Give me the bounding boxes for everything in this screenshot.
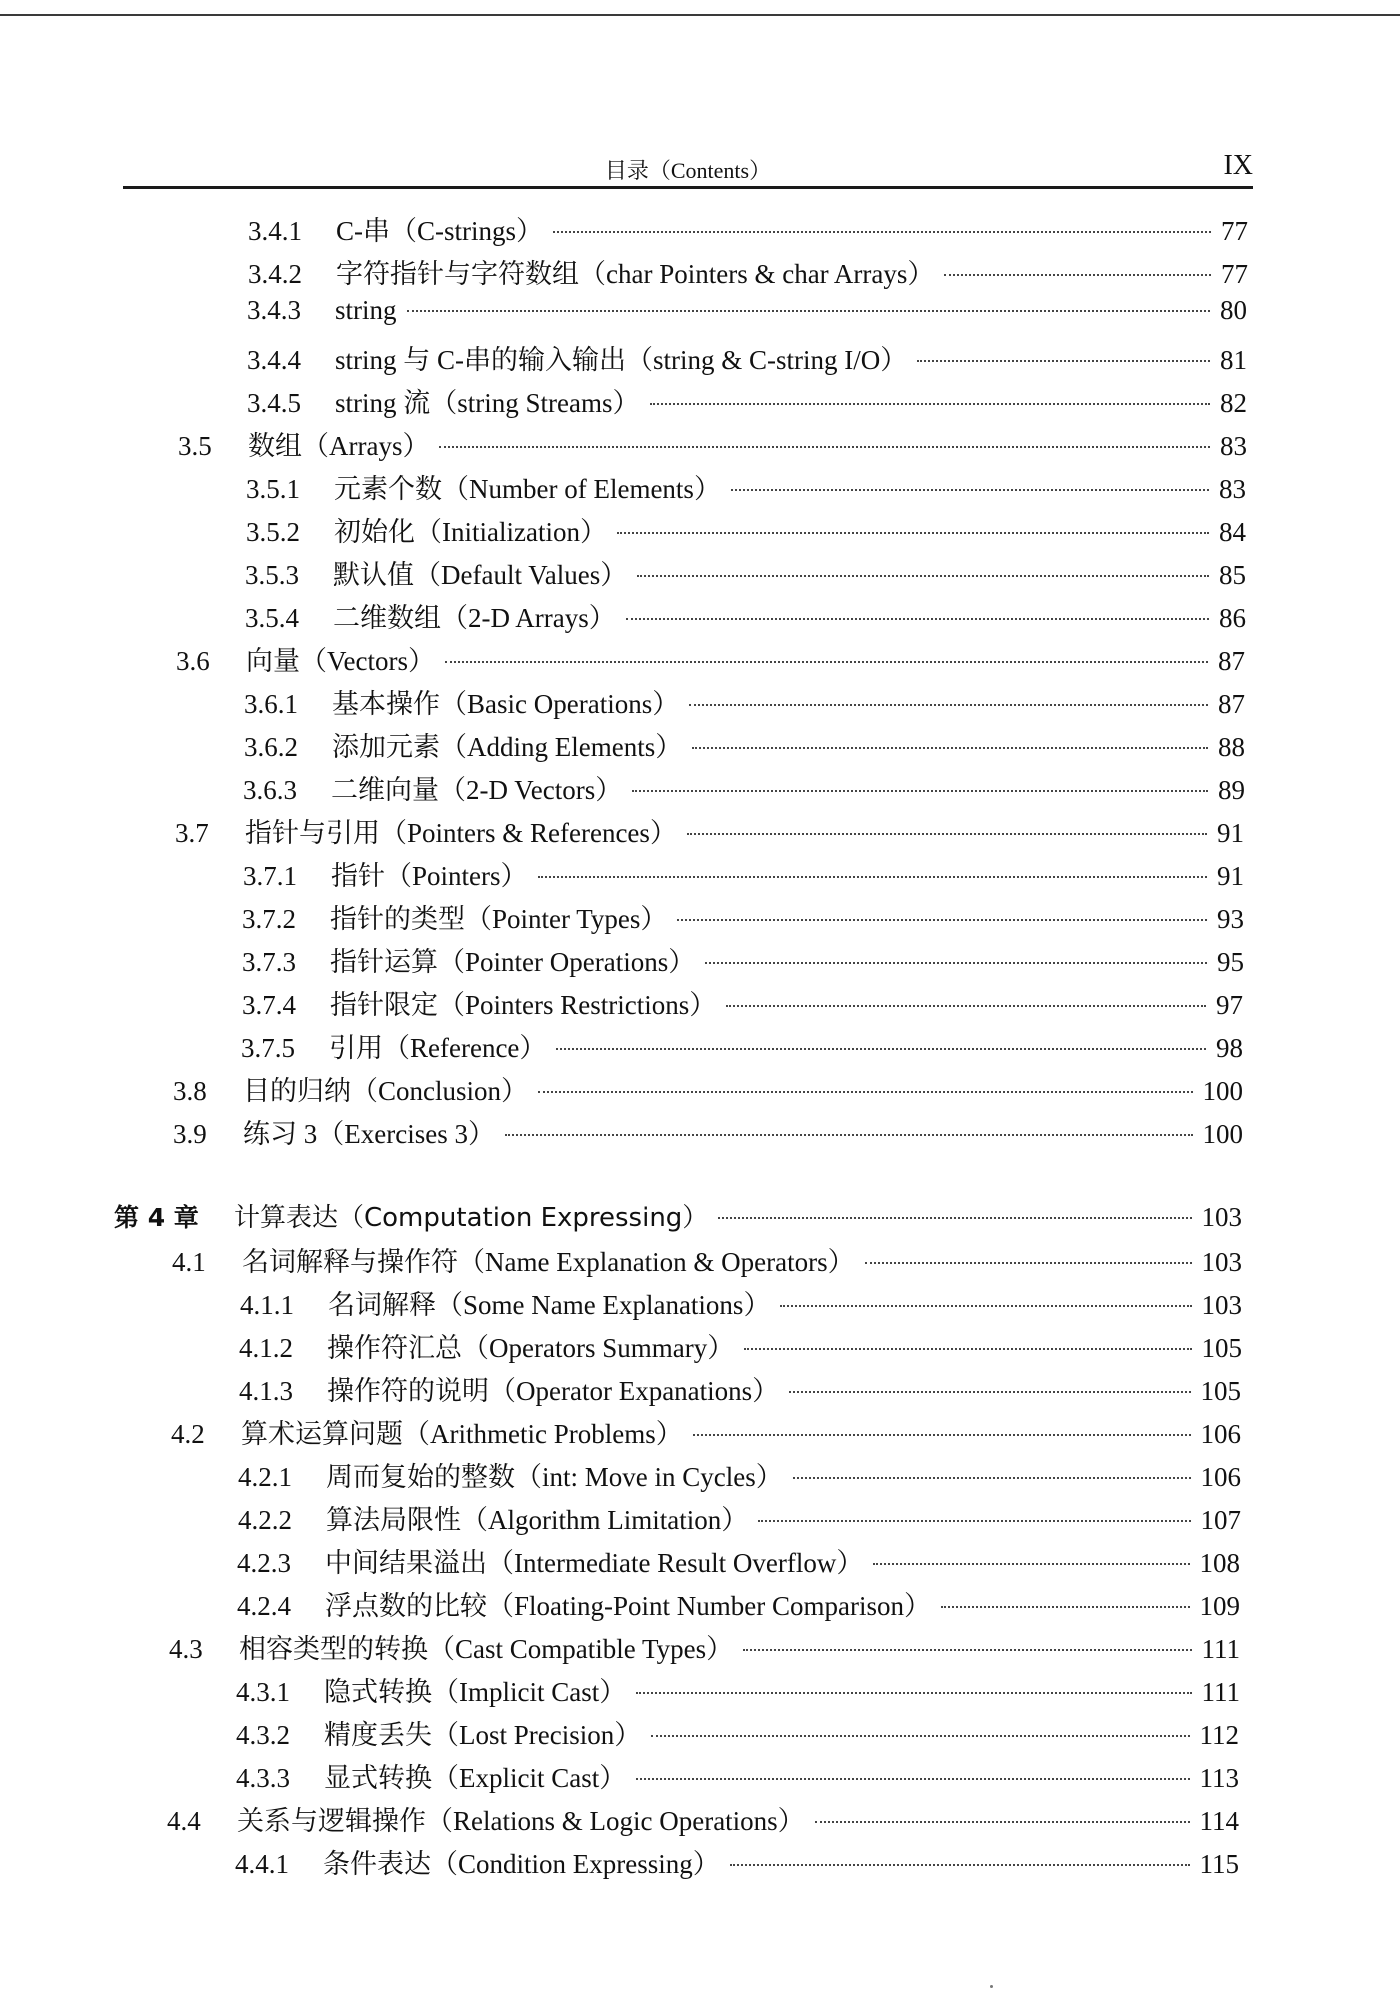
toc-entry-title: 算术运算问题（Arithmetic Problems） <box>241 1419 683 1449</box>
toc-entry-page: 77 <box>1221 259 1248 289</box>
toc-entry-number: 3.4.5 <box>247 388 301 418</box>
dot-leader <box>730 1864 1190 1866</box>
toc-subsection-entry <box>242 983 1243 1025</box>
toc-section-entry <box>172 1240 1242 1282</box>
toc-entry-page: 106 <box>1200 1419 1241 1449</box>
toc-entry-number: 3.4.4 <box>247 345 301 375</box>
toc-entry-page: 91 <box>1217 818 1244 848</box>
toc-chapter-entry <box>114 1197 1242 1239</box>
dot-leader <box>617 532 1209 534</box>
toc-entry-number: 3.4.2 <box>248 259 302 289</box>
toc-entry-number: 4.2 <box>171 1419 205 1449</box>
toc-entry-page: 88 <box>1218 732 1245 762</box>
toc-entry-number: 4.2.2 <box>238 1505 292 1535</box>
toc-entry-title: 指针（Pointers） <box>331 861 528 891</box>
dot-leader <box>636 1692 1191 1694</box>
toc-subsection-entry <box>239 1326 1242 1368</box>
dot-leader <box>636 1778 1189 1780</box>
toc-section-entry <box>173 1112 1243 1154</box>
dot-leader <box>793 1477 1191 1479</box>
toc-subsection-entry <box>237 1541 1240 1583</box>
toc-subsection-entry <box>244 725 1245 767</box>
toc-entry-title: 关系与逻辑操作（Relations & Logic Operations） <box>237 1806 805 1836</box>
toc-entry-number: 3.7.4 <box>242 990 296 1020</box>
dot-leader <box>505 1134 1193 1136</box>
toc-subsection-entry <box>247 338 1247 380</box>
toc-entry-page: 107 <box>1200 1505 1241 1535</box>
toc-entry-title: 精度丢失（Lost Precision） <box>324 1720 642 1750</box>
dot-leader <box>650 403 1211 405</box>
toc-entry-page: 103 <box>1201 1247 1242 1277</box>
toc-entry-page: 108 <box>1199 1548 1240 1578</box>
toc-entry-number: 3.5.3 <box>245 560 299 590</box>
toc-entry-page: 91 <box>1217 861 1244 891</box>
toc-subsection-entry <box>248 209 1248 251</box>
dot-leader <box>789 1391 1190 1393</box>
toc-entry-title: 指针限定（Pointers Restrictions） <box>330 990 717 1020</box>
toc-entry-page: 85 <box>1219 560 1246 590</box>
dot-leader <box>944 274 1211 276</box>
toc-subsection-entry <box>242 897 1244 939</box>
toc-entry-page: 83 <box>1220 431 1247 461</box>
toc-entry-page: 77 <box>1221 216 1248 246</box>
toc-subsection-entry <box>236 1670 1240 1712</box>
toc-entry-page: 111 <box>1201 1634 1240 1664</box>
toc-entry-title: 指针运算（Pointer Operations） <box>330 947 696 977</box>
toc-entry-number: 第 4 章 <box>114 1203 199 1232</box>
toc-entry-page: 112 <box>1199 1720 1239 1750</box>
header-title: 目录（Contents） <box>604 158 772 183</box>
toc-section-entry <box>176 639 1245 681</box>
toc-subsection-entry <box>248 252 1248 294</box>
toc-entry-page: 109 <box>1199 1591 1240 1621</box>
toc-entry-page: 114 <box>1199 1806 1239 1836</box>
toc-entry-page: 105 <box>1201 1333 1242 1363</box>
toc-subsection-entry <box>243 768 1245 810</box>
toc-entry-page: 93 <box>1217 904 1244 934</box>
toc-entry-title: 操作符的说明（Operator Expanations） <box>327 1376 780 1406</box>
toc-subsection-entry <box>240 1283 1242 1325</box>
toc-subsection-entry <box>235 1842 1239 1884</box>
toc-entry-number: 4.2.4 <box>237 1591 291 1621</box>
toc-section-entry <box>167 1799 1239 1841</box>
toc-entry-number: 3.8 <box>173 1076 207 1106</box>
dot-leader <box>651 1735 1189 1737</box>
toc-entry-page: 98 <box>1216 1033 1243 1063</box>
toc-subsection-entry <box>238 1498 1241 1540</box>
toc-entry-number: 3.4.3 <box>247 295 301 325</box>
toc-entry-number: 3.7.2 <box>242 904 296 934</box>
dot-leader <box>744 1348 1191 1350</box>
toc-entry-page: 100 <box>1202 1119 1243 1149</box>
dot-leader <box>758 1520 1190 1522</box>
toc-entry-title: 元素个数（Number of Elements） <box>334 474 721 504</box>
dot-leader <box>677 919 1207 921</box>
dot-leader <box>632 790 1208 792</box>
dot-leader <box>705 962 1207 964</box>
toc-subsection-entry <box>243 854 1244 896</box>
dot-leader <box>693 1434 1191 1436</box>
running-header <box>123 150 1253 188</box>
toc-entry-page: 84 <box>1219 517 1246 547</box>
toc-subsection-entry <box>244 682 1245 724</box>
dot-leader <box>637 575 1209 577</box>
toc-entry-title: 指针与引用（Pointers & References） <box>245 818 677 848</box>
dot-leader <box>556 1048 1206 1050</box>
toc-entry-page: 115 <box>1199 1849 1239 1879</box>
toc-subsection-entry <box>245 596 1246 638</box>
toc-entry-page: 89 <box>1218 775 1245 805</box>
toc-entry-number: 4.1.1 <box>240 1290 294 1320</box>
toc-entry-number: 4.3.1 <box>236 1677 290 1707</box>
toc-subsection-entry <box>239 1369 1241 1411</box>
toc-entry-title: string <box>335 295 397 325</box>
toc-section-entry <box>178 424 1247 466</box>
toc-entry-page: 111 <box>1201 1677 1240 1707</box>
toc-entry-title: 数组（Arrays） <box>248 431 430 461</box>
toc-entry-page: 106 <box>1200 1462 1241 1492</box>
dot-leader <box>917 360 1210 362</box>
toc-entry-title: 目的归纳（Conclusion） <box>243 1076 529 1106</box>
toc-entry-page: 86 <box>1219 603 1246 633</box>
toc-entry-page: 100 <box>1202 1076 1243 1106</box>
toc-entry-page: 105 <box>1200 1376 1241 1406</box>
top-scan-rule <box>0 14 1400 16</box>
toc-entry-page: 83 <box>1219 474 1246 504</box>
toc-subsection-entry <box>236 1713 1239 1755</box>
dot-leader <box>538 876 1207 878</box>
toc-entry-title: 隐式转换（Implicit Cast） <box>324 1677 627 1707</box>
dot-leader <box>780 1305 1191 1307</box>
toc-section-entry <box>175 811 1244 853</box>
toc-subsection-entry <box>247 295 1247 337</box>
toc-entry-title: C-串（C-strings） <box>336 216 544 246</box>
toc-subsection-entry <box>246 510 1246 552</box>
toc-entry-number: 3.7.3 <box>242 947 296 977</box>
toc-entry-number: 3.7 <box>175 818 209 848</box>
toc-entry-number: 3.6.3 <box>243 775 297 805</box>
dot-leader <box>873 1563 1189 1565</box>
header-page-numeral: IX <box>1223 150 1253 181</box>
toc-entry-number: 3.7.5 <box>241 1033 295 1063</box>
toc-entry-title: 计算表达（Computation Expressing） <box>234 1203 709 1233</box>
toc-entry-title: 操作符汇总（Operators Summary） <box>327 1333 735 1363</box>
toc-entry-page: 113 <box>1199 1763 1239 1793</box>
toc-entry-number: 3.5 <box>178 431 212 461</box>
toc-entry-number: 4.3.3 <box>236 1763 290 1793</box>
dot-leader <box>553 231 1211 233</box>
dot-leader <box>815 1821 1190 1823</box>
toc-entry-page: 97 <box>1216 990 1243 1020</box>
toc-subsection-entry <box>246 467 1246 509</box>
toc-subsection-entry <box>238 1455 1241 1497</box>
toc-entry-number: 4.4 <box>167 1806 201 1836</box>
toc-entry-page: 81 <box>1220 345 1247 375</box>
toc-entry-number: 4.1.2 <box>239 1333 293 1363</box>
toc-entry-number: 4.1.3 <box>239 1376 293 1406</box>
toc-entry-number: 4.3 <box>169 1634 203 1664</box>
dot-leader <box>626 618 1209 620</box>
dot-leader <box>538 1091 1192 1093</box>
toc-subsection-entry <box>242 940 1244 982</box>
dot-leader <box>865 1262 1192 1264</box>
toc-subsection-entry <box>237 1584 1240 1626</box>
toc-entry-page: 103 <box>1201 1290 1242 1320</box>
toc-entry-title: 添加元素（Adding Elements） <box>332 732 683 762</box>
header-rule <box>123 186 1253 189</box>
toc-entry-title: 条件表达（Condition Expressing） <box>323 1849 720 1879</box>
toc-entry-number: 4.1 <box>172 1247 206 1277</box>
toc-entry-title: 默认值（Default Values） <box>333 560 628 590</box>
dot-leader <box>718 1217 1191 1219</box>
toc-entry-title: 指针的类型（Pointer Types） <box>330 904 668 934</box>
toc-entry-number: 3.9 <box>173 1119 207 1149</box>
toc-entry-number: 4.2.1 <box>238 1462 292 1492</box>
toc-subsection-entry <box>245 553 1246 595</box>
toc-entry-number: 3.5.1 <box>246 474 300 504</box>
toc-entry-page: 87 <box>1218 646 1245 676</box>
toc-entry-title: 浮点数的比较（Floating-Point Number Comparison） <box>325 1591 931 1621</box>
toc-subsection-entry <box>247 381 1247 423</box>
toc-entry-title: string 流（string Streams） <box>335 388 640 418</box>
toc-entry-title: 显式转换（Explicit Cast） <box>324 1763 627 1793</box>
toc-entry-number: 3.6 <box>176 646 210 676</box>
dot-leader <box>407 310 1210 312</box>
toc-entry-title: 算法局限性（Algorithm Limitation） <box>326 1505 749 1535</box>
toc-entry-title: 基本操作（Basic Operations） <box>332 689 680 719</box>
toc-entry-number: 4.2.3 <box>237 1548 291 1578</box>
toc-entry-title: 字符指针与字符数组（char Pointers & char Arrays） <box>336 259 935 289</box>
toc-entry-page: 80 <box>1220 295 1247 325</box>
toc-subsection-entry <box>241 1026 1243 1068</box>
toc-entry-title: string 与 C-串的输入输出（string & C-string I/O） <box>335 345 908 375</box>
toc-entry-title: 练习 3（Exercises 3） <box>243 1119 495 1149</box>
toc-entry-number: 3.5.2 <box>246 517 300 547</box>
toc-entry-number: 3.4.1 <box>248 216 302 246</box>
toc-entry-title: 初始化（Initialization） <box>334 517 607 547</box>
dot-leader <box>726 1005 1206 1007</box>
toc-section-entry <box>169 1627 1240 1669</box>
toc-entry-number: 3.5.4 <box>245 603 299 633</box>
toc-section-entry <box>173 1069 1243 1111</box>
dot-leader <box>692 747 1208 749</box>
toc-entry-title: 周而复始的整数（int: Move in Cycles） <box>326 1462 783 1492</box>
toc-entry-page: 103 <box>1201 1202 1242 1232</box>
toc-entry-title: 向量（Vectors） <box>246 646 435 676</box>
dot-leader <box>687 833 1207 835</box>
toc-entry-title: 引用（Reference） <box>329 1033 547 1063</box>
scan-speck <box>990 1985 993 1988</box>
dot-leader <box>941 1606 1190 1608</box>
dot-leader <box>439 446 1210 448</box>
toc-entry-page: 87 <box>1218 689 1245 719</box>
toc-entry-title: 相容类型的转换（Cast Compatible Types） <box>239 1634 734 1664</box>
toc-entry-title: 名词解释（Some Name Explanations） <box>328 1290 771 1320</box>
toc-entry-number: 3.6.1 <box>244 689 298 719</box>
toc-entry-number: 3.6.2 <box>244 732 298 762</box>
toc-entry-title: 中间结果溢出（Intermediate Result Overflow） <box>325 1548 864 1578</box>
dot-leader <box>731 489 1209 491</box>
toc-subsection-entry <box>236 1756 1239 1798</box>
toc-entry-title: 二维向量（2-D Vectors） <box>331 775 623 805</box>
toc-entry-title: 二维数组（2-D Arrays） <box>333 603 616 633</box>
dot-leader <box>445 661 1208 663</box>
toc-entry-page: 95 <box>1217 947 1244 977</box>
toc-entry-title: 名词解释与操作符（Name Explanation & Operators） <box>242 1247 855 1277</box>
toc-entry-number: 3.7.1 <box>243 861 297 891</box>
dot-leader <box>743 1649 1191 1651</box>
dot-leader <box>689 704 1208 706</box>
toc-entry-number: 4.3.2 <box>236 1720 290 1750</box>
toc-entry-page: 82 <box>1220 388 1247 418</box>
toc-section-entry <box>171 1412 1241 1454</box>
toc-entry-number: 4.4.1 <box>235 1849 289 1879</box>
